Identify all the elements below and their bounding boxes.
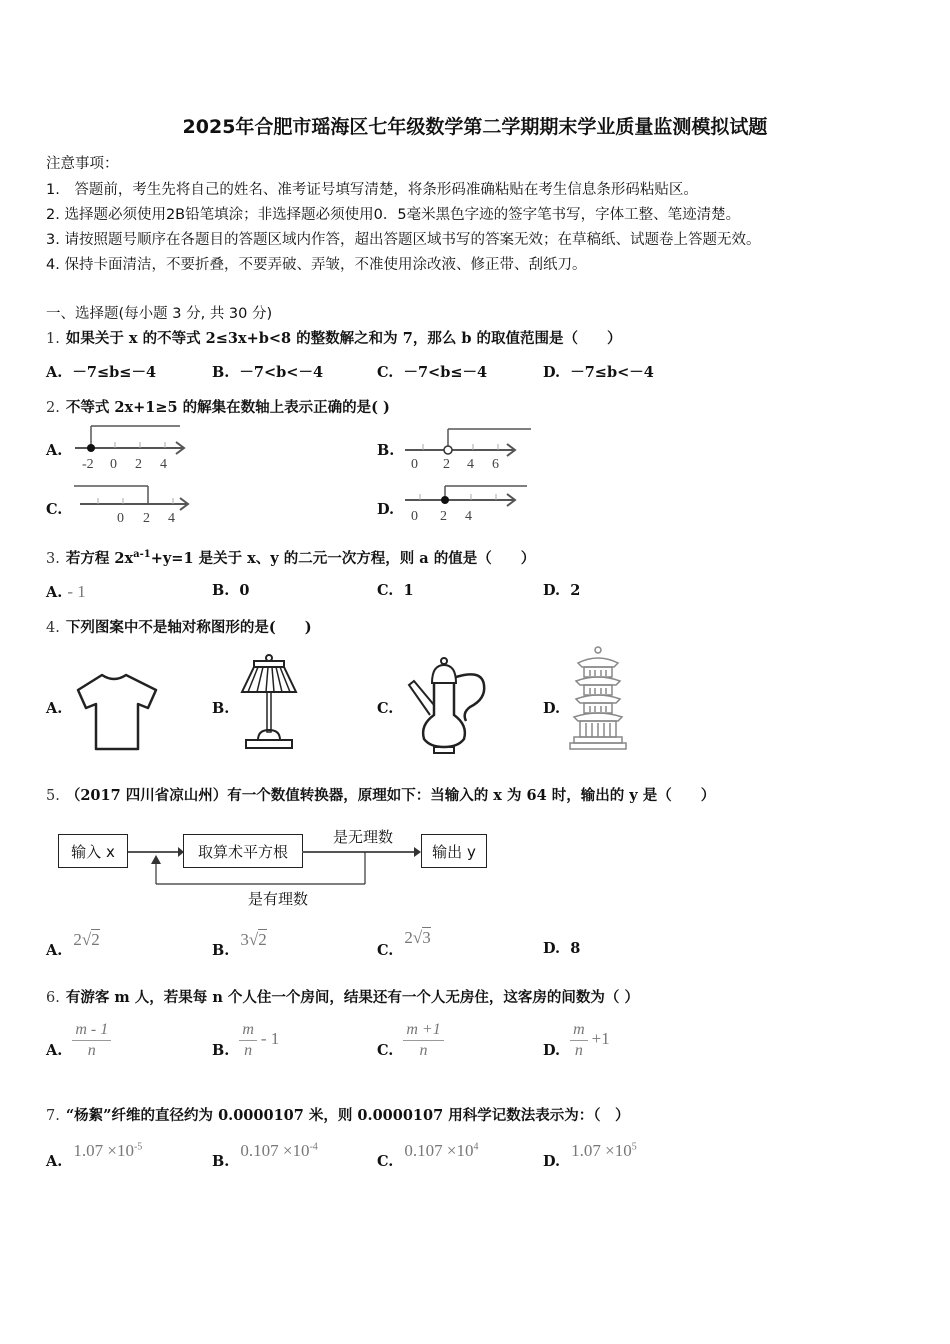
question-2 <box>46 396 390 417</box>
question-text: 若方程 2x <box>65 550 134 567</box>
option-c[interactable] <box>377 1020 444 1061</box>
notes-heading: 注意事项： <box>46 156 119 172</box>
option-value: 1 <box>403 582 414 599</box>
option-letter: C. <box>377 582 394 599</box>
svg-text:4: 4 <box>465 509 472 524</box>
question-3 <box>46 547 535 568</box>
question-number: 4. <box>46 620 60 636</box>
exponent: a-1 <box>133 549 151 561</box>
option-letter: D. <box>543 940 561 957</box>
question-text: （2017 四川省凉山州）有一个数值转换器，原理如下：当输入的 x 为 64 时，输出的 y 是（ ） <box>65 787 716 804</box>
option-letter: A. <box>46 364 63 381</box>
option-b[interactable] <box>212 361 323 382</box>
option-c[interactable] <box>377 1141 479 1171</box>
option-d-letter[interactable]: D. <box>543 700 561 717</box>
option-letter: A. <box>46 584 63 601</box>
option-b-letter[interactable]: B. <box>377 442 395 459</box>
question-text: 下列图案中不是轴对称图形的是( ) <box>65 619 312 636</box>
option-letter: D. <box>543 582 561 599</box>
svg-text:2: 2 <box>135 457 142 472</box>
question-number: 3. <box>46 551 60 567</box>
option-value: －7<b≤－4 <box>403 364 488 381</box>
question-7 <box>46 1104 630 1125</box>
option-b[interactable]: B. $\frac{m}{n}$ - 1 <box>212 1021 280 1059</box>
option-value: 2√3 <box>404 928 431 947</box>
option-a[interactable] <box>46 1020 111 1061</box>
question-text: “杨絮”纤维的直径约为 0.0000107 米，则 0.0000107 用科学记数法表示为：（ ） <box>65 1107 630 1124</box>
fraction: $\frac{m}{n}$ <box>239 1020 257 1061</box>
note-item: 3. 请按照题号顺序在各题目的答题区域内作答，超出答题区域书写的答案无效；在草稿纸、试题卷上答题无效。 <box>46 232 761 248</box>
question-text: 如果关于 x 的不等式 2≤3x+b<8 的整数解之和为 7，那么 b 的取值范围是（ ） <box>65 330 622 347</box>
option-c[interactable] <box>377 361 487 382</box>
option-a[interactable] <box>46 1141 143 1171</box>
option-letter: D. <box>543 1153 561 1170</box>
svg-text:0: 0 <box>411 509 418 524</box>
option-a-letter[interactable]: A. <box>46 442 63 459</box>
option-c[interactable] <box>377 928 431 960</box>
pagoda-icon <box>568 645 628 755</box>
output-box: 输出 y <box>421 834 487 868</box>
question-1 <box>46 327 622 348</box>
question-6 <box>46 986 639 1007</box>
option-c-letter[interactable]: C. <box>46 501 63 518</box>
question-text: 有游客 m 人，若果每 n 个人住一个房间，结果还有一个人无房住，这客房的间数为（ ） <box>65 989 639 1006</box>
option-a[interactable] <box>46 582 86 602</box>
option-value: 8 <box>570 940 581 957</box>
process-box: 取算术平方根 <box>183 834 303 868</box>
option-letter: B. <box>212 364 230 381</box>
option-letter: A. <box>46 942 63 959</box>
svg-text:0: 0 <box>117 511 124 526</box>
question-number: 1. <box>46 331 60 347</box>
fraction: $\frac{m - 1}{n}$ <box>72 1020 111 1061</box>
option-b-letter[interactable]: B. <box>212 700 230 717</box>
svg-text:0: 0 <box>110 457 117 472</box>
note-item: 1. 答题前，考生先将自己的姓名、准考证号填写清楚，将条形码准确粘贴在考生信息条形码粘贴区。 <box>46 182 698 198</box>
option-value: $1.07 \times 10^5$ <box>571 1141 637 1160</box>
irrational-label: 是无理数 <box>333 828 394 846</box>
note-item: 2. 选择题必须使用2B铅笔填涂；非选择题必须使用0．5毫米黑色字迹的签字笔书写，字体工整、笔迹清楚。 <box>46 207 741 223</box>
option-letter: B. <box>212 1042 230 1059</box>
question-text: 不等式 2x+1≥5 的解集在数轴上表示正确的是( ) <box>65 399 390 416</box>
note-item: 4. 保持卡面清洁，不要折叠，不要弄破、弄皱，不准使用涂改液、修正带、刮纸刀。 <box>46 257 587 273</box>
question-number: 7. <box>46 1108 60 1124</box>
option-value: －7<b<－4 <box>239 364 324 381</box>
number-line-d <box>403 484 531 526</box>
option-d-letter[interactable]: D. <box>377 501 395 518</box>
svg-text:-2: -2 <box>82 457 94 472</box>
option-a[interactable] <box>46 361 156 382</box>
option-value: 2√2 <box>73 930 100 949</box>
option-letter: A. <box>46 1042 63 1059</box>
question-5 <box>46 784 715 805</box>
input-box: 输入 x <box>58 834 128 868</box>
option-a[interactable] <box>46 930 100 960</box>
fraction: $\frac{m +1}{n}$ <box>403 1020 443 1061</box>
option-letter: B. <box>212 582 230 599</box>
option-value: $1.07 \times 10^{-5}$ <box>73 1141 143 1160</box>
svg-text:0: 0 <box>411 457 418 472</box>
option-letter: D. <box>543 1042 561 1059</box>
question-number: 6. <box>46 990 60 1006</box>
option-value: - 1 <box>67 582 86 601</box>
option-letter: C. <box>377 942 394 959</box>
option-a-letter[interactable]: A. <box>46 700 63 717</box>
number-line-a <box>72 424 192 474</box>
option-value: －7≤b<－4 <box>570 364 654 381</box>
option-b[interactable] <box>212 930 267 960</box>
table-lamp-icon <box>238 652 302 754</box>
option-letter: B. <box>212 942 230 959</box>
option-value: 2 <box>570 582 581 599</box>
option-letter: C. <box>377 1042 394 1059</box>
page-title: 2025年合肥市瑶海区七年级数学第二学期期末学业质量监测模拟试题 <box>182 116 768 138</box>
option-d[interactable] <box>543 940 580 957</box>
option-letter: D. <box>543 364 561 381</box>
option-letter: C. <box>377 364 394 381</box>
question-number: 5. <box>46 788 60 804</box>
option-value: 3√2 <box>240 930 267 949</box>
option-letter: B. <box>212 1153 230 1170</box>
question-number: 2. <box>46 400 60 416</box>
svg-text:6: 6 <box>492 457 499 472</box>
teapot-icon <box>404 655 492 755</box>
option-d[interactable] <box>543 361 654 382</box>
option-letter: C. <box>377 1153 394 1170</box>
t-shirt-icon <box>74 668 160 754</box>
option-c[interactable] <box>377 582 414 599</box>
svg-text:4: 4 <box>160 457 167 472</box>
svg-text:4: 4 <box>168 511 175 526</box>
option-value: $0.107 \times 10^4$ <box>404 1141 479 1160</box>
svg-text:2: 2 <box>440 509 447 524</box>
option-b[interactable] <box>212 1141 318 1171</box>
number-line-b <box>403 426 533 472</box>
svg-text:4: 4 <box>467 457 474 472</box>
question-4 <box>46 616 312 637</box>
question-text: +y=1 是关于 x、y 的二元一次方程，则 a 的值是（ ） <box>150 550 536 567</box>
fraction: $\frac{m}{n}$ <box>570 1020 588 1061</box>
option-c-letter[interactable]: C. <box>377 700 394 717</box>
option-d[interactable] <box>543 582 580 599</box>
option-d[interactable] <box>543 1141 637 1171</box>
svg-text:2: 2 <box>143 511 150 526</box>
option-d[interactable]: D. $\frac{m}{n}$ +1 <box>543 1021 610 1059</box>
svg-text:2: 2 <box>443 457 450 472</box>
option-value: 0 <box>239 582 250 599</box>
option-b[interactable] <box>212 582 250 599</box>
option-value: －7≤b≤－4 <box>72 364 157 381</box>
number-line-c <box>72 484 196 526</box>
rational-label: 是有理数 <box>248 890 309 908</box>
option-letter: A. <box>46 1153 63 1170</box>
section-heading: 一、选择题(每小题 3 分, 共 30 分) <box>46 306 273 322</box>
option-value: $0.107 \times 10^{-4}$ <box>240 1141 318 1160</box>
